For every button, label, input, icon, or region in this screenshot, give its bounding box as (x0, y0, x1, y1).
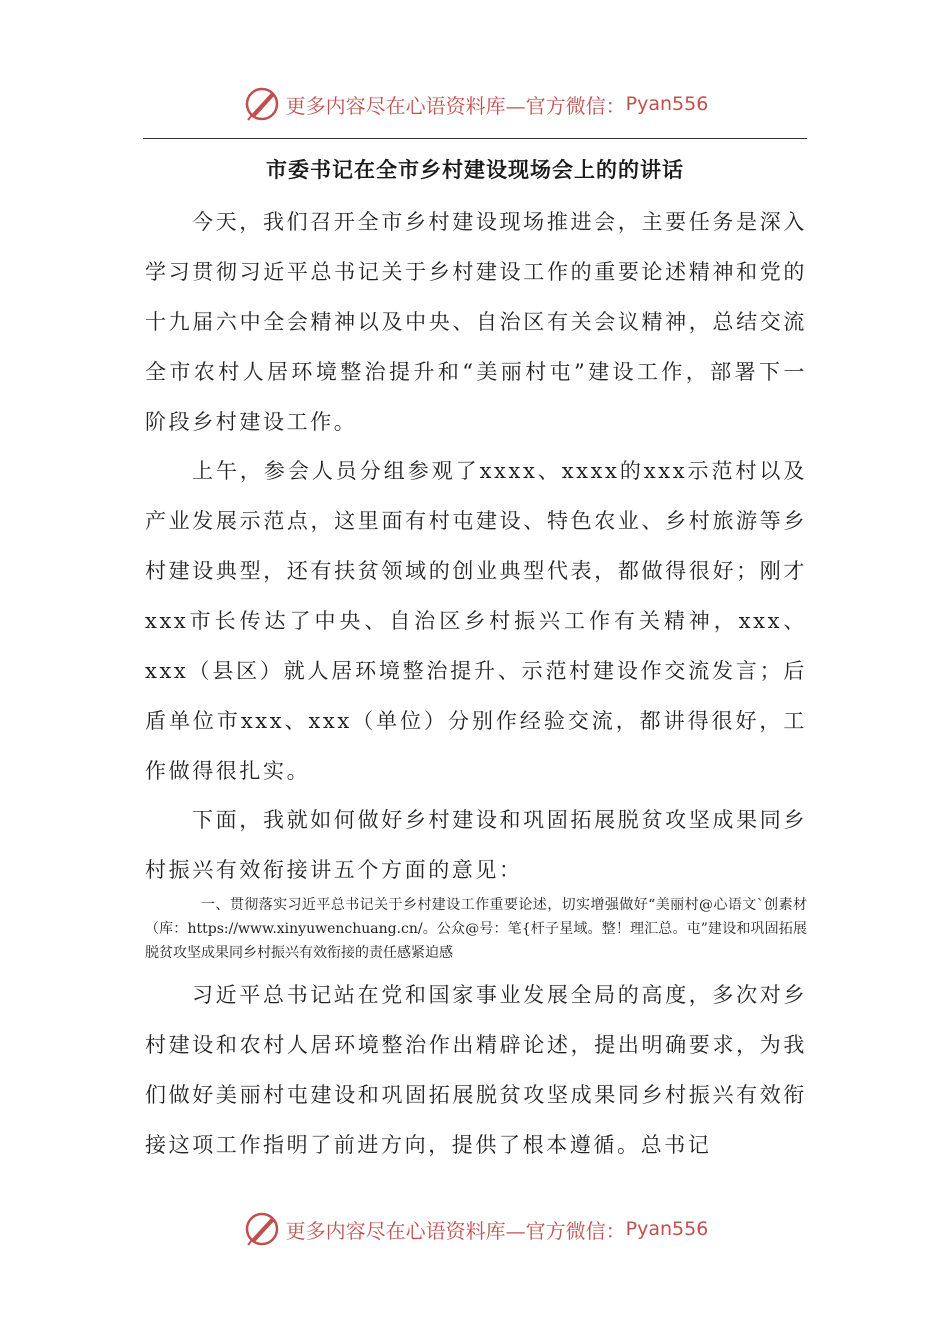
banner-wechat-id: Pyan556 (625, 93, 709, 115)
paragraph-4: 习近平总书记站在党和国家事业发展全局的高度，多次对乡村建设和农村人居环境整治作出精辟论述，提出明确要求，为我们做好美丽村屯建设和巩固拓展脱贫攻坚成果同乡村振兴有效衔接这项工作指明了前进方向，提供了根本遵循。总书记 (145, 983, 807, 1157)
paragraph-3: 下面，我就如何做好乡村建设和巩固拓展脱贫攻坚成果同乡村振兴有效衔接讲五个方面的意见： (145, 808, 807, 882)
section-heading-1: 一、贯彻落实习近平总书记关于乡村建设工作重要论述，切实增强做好“美丽村@心语文`创素材（库：https://www.xinyuwenchuang.cn/。公众@号：笔{杆子星域。整！理汇总。屯”建设和巩固拓展脱贫攻坚成果同乡村振兴有效衔接的责任感紧迫感 (145, 897, 807, 961)
document-title: 市委书记在全市乡村建设现场会上的的讲话 (266, 157, 684, 182)
header-banner (0, 82, 950, 126)
banner-text: 更多内容尽在心语资料库—官方微信： (285, 1218, 626, 1243)
quill-pen-logo-icon (242, 84, 282, 124)
banner-text: 更多内容尽在心语资料库—官方微信： (285, 93, 626, 118)
header-divider (143, 138, 807, 139)
banner-wechat-id: Pyan556 (625, 1218, 709, 1240)
paragraph-2: 上午，参会人员分组参观了xxxx、xxxx的xxx示范村以及产业发展示范点，这里面有村屯建设、特色农业、乡村旅游等乡村建设典型，还有扶贫领域的创业典型代表，都做得很好；刚才xxx市长传达了中央、自治区乡村振兴工作有关精神，xxx、xxx（县区）就人居环境整治提升、示范村建设作交流发言；后盾单位市xxx、xxx（单位）分别作经验交流，都讲得很好，工作做得很扎实。 (145, 459, 807, 783)
footer-banner (0, 1207, 950, 1251)
paragraph-1: 今天，我们召开全市乡村建设现场推进会，主要任务是深入学习贯彻习近平总书记关于乡村建设工作的重要论述精神和党的十九届六中全会精神以及中央、自治区有关会议精神，总结交流全市农村人居环境整治提升和“美丽村屯”建设工作，部署下一阶段乡村建设工作。 (145, 210, 807, 434)
quill-pen-logo-icon (242, 1209, 282, 1249)
